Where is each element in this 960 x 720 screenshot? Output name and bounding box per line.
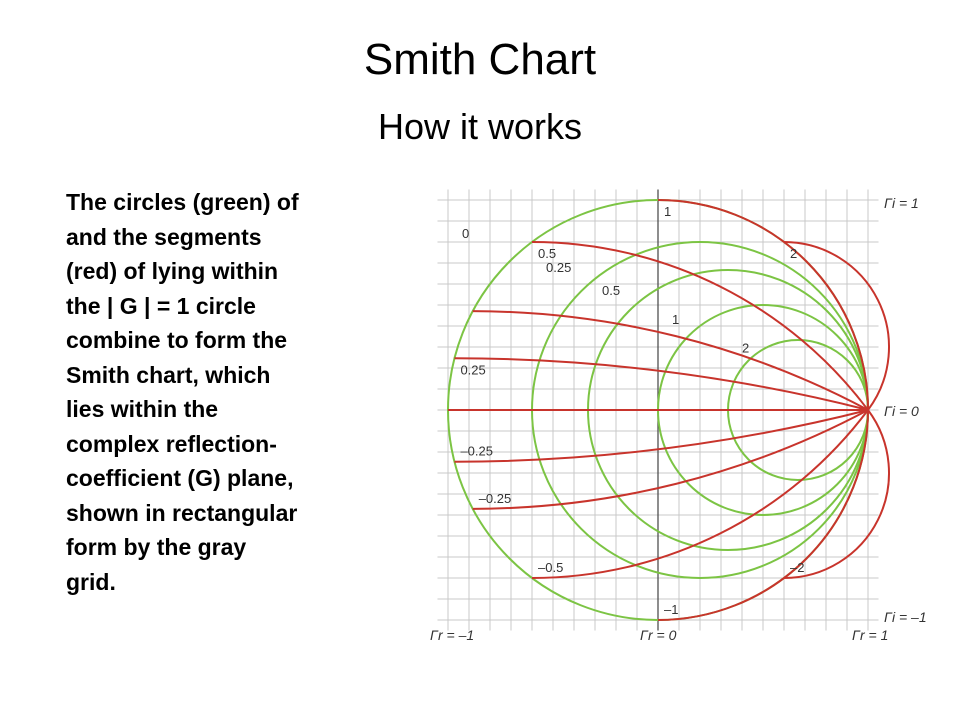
body-line: The circles (green) of (66, 189, 299, 215)
body-line: combine to form the (66, 327, 288, 353)
body-paragraph (66, 185, 396, 599)
resistance-circle-label: 0 (462, 225, 470, 241)
body-line: coefficient (G) plane, (66, 465, 294, 491)
body-line: form by the gray (66, 534, 247, 560)
axis-label-gr-neg: Γr = –1 (430, 627, 475, 643)
reactance-arc-label: 2 (790, 246, 798, 261)
body-line: complex reflection- (66, 430, 277, 457)
body-line: the | G | = 1 circle (66, 292, 256, 319)
axis-label-gi-neg: Γi = –1 (884, 609, 927, 625)
reactance-arc-label: 0.25 (460, 362, 486, 378)
body-line: shown in rectangular (66, 499, 298, 526)
reactance-arc-label: –2 (790, 560, 805, 575)
reactance-arc-label: 1 (664, 204, 672, 219)
resistance-circle-label: 0.5 (602, 283, 621, 299)
axis-label-gi-pos: Γi = 1 (884, 195, 919, 211)
axis-label-gi-zero: Γi = 0 (884, 403, 919, 419)
resistance-circle-label: 0.25 (546, 260, 572, 276)
resistance-circle-label: 2 (742, 340, 750, 356)
axis-label-gr-zero: Γr = 0 (640, 627, 677, 643)
reactance-arc-label: –0.25 (460, 443, 494, 459)
axis-label-gr-pos: Γr = 1 (852, 627, 889, 643)
smith-chart-diagram (400, 170, 960, 660)
body-line: lies within the (66, 396, 219, 422)
body-line: grid. (66, 568, 116, 595)
slide-title: Smith Chart (363, 35, 597, 84)
reactance-arc-label: 0.5 (538, 246, 557, 261)
body-line: and the segments (66, 223, 262, 250)
body-line: (red) of lying within (66, 258, 279, 284)
slide-subtitle: How it works (377, 106, 583, 147)
reactance-arc-label: –1 (664, 602, 679, 617)
reactance-arc-label: –0.25 (478, 490, 512, 506)
resistance-circle-label: 1 (672, 311, 680, 327)
body-line: Smith chart, which (66, 361, 271, 388)
reactance-arc-label: –0.5 (538, 560, 564, 575)
